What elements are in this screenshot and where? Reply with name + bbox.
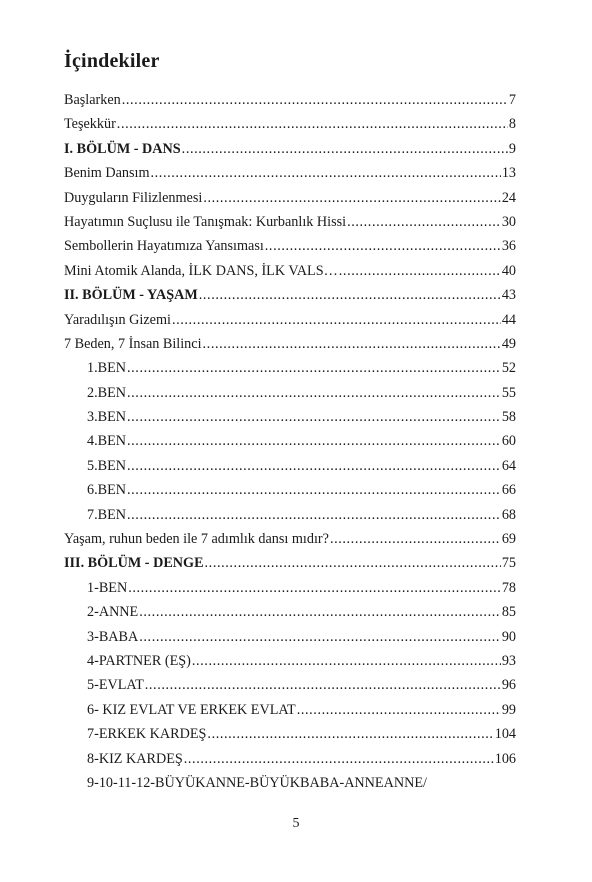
toc-subentry[interactable] bbox=[64, 629, 516, 653]
toc-leader-dots bbox=[151, 165, 501, 182]
toc-entry-label: Duyguların Filizlenmesi bbox=[64, 189, 203, 206]
toc-leader-dots bbox=[182, 141, 508, 158]
toc-entry-label: 4.BEN bbox=[87, 433, 127, 450]
toc-entry-label: Hayatımın Suçlusu ile Tanışmak: Kurbanlık Hissi bbox=[64, 213, 347, 230]
toc-leader-dots bbox=[347, 214, 501, 231]
toc-subentry[interactable] bbox=[64, 751, 516, 775]
toc-subentry[interactable] bbox=[64, 677, 516, 701]
toc-leader-dots bbox=[128, 580, 501, 597]
toc-entry[interactable] bbox=[64, 531, 516, 555]
toc-entry-page: 24 bbox=[501, 189, 516, 206]
toc-entry[interactable] bbox=[64, 263, 516, 287]
toc-entry-label: Sembollerin Hayatımıza Yansıması bbox=[64, 238, 264, 255]
toc-entry[interactable] bbox=[64, 214, 516, 238]
toc-subentry[interactable] bbox=[64, 385, 516, 409]
toc-entry-label: 6- KIZ EVLAT VE ERKEK EVLAT bbox=[87, 701, 296, 718]
toc-leader-dots bbox=[203, 336, 501, 353]
toc-entry-page: 68 bbox=[501, 506, 516, 523]
toc-subentry[interactable] bbox=[64, 360, 516, 384]
toc-subentry[interactable] bbox=[64, 409, 516, 433]
toc-entry-label: 1-BEN bbox=[87, 579, 128, 596]
toc-subentry[interactable] bbox=[64, 726, 516, 750]
toc-leader-dots bbox=[127, 360, 501, 377]
toc-entry-label: 8-KIZ KARDEŞ bbox=[87, 750, 183, 767]
toc-leader-dots bbox=[145, 677, 501, 694]
toc-entry[interactable] bbox=[64, 165, 516, 189]
toc-entry-page: 58 bbox=[501, 409, 516, 426]
toc-leader-dots bbox=[117, 116, 508, 133]
toc-entry-page: 75 bbox=[501, 555, 516, 572]
toc-entry-label: II. BÖLÜM - YAŞAM bbox=[64, 287, 198, 304]
toc-subentry[interactable] bbox=[64, 653, 516, 677]
toc-section-heading[interactable] bbox=[64, 555, 516, 579]
toc-entry-page: 60 bbox=[501, 433, 516, 450]
toc-leader-dots bbox=[127, 433, 501, 450]
toc-entry-page: 96 bbox=[501, 677, 516, 694]
toc-entry-page: 13 bbox=[501, 165, 516, 182]
toc-title: İçindekiler bbox=[64, 50, 160, 72]
toc-entry-page: 49 bbox=[501, 335, 516, 352]
toc-leader-dots bbox=[184, 751, 494, 768]
toc-leader-dots bbox=[297, 702, 501, 719]
toc-entry-page: 99 bbox=[501, 701, 516, 718]
toc-leader-dots bbox=[192, 653, 501, 670]
toc-section-heading[interactable] bbox=[64, 141, 516, 165]
toc-entry-label: 4-PARTNER (EŞ) bbox=[87, 652, 191, 669]
toc-subentry[interactable] bbox=[64, 482, 516, 506]
toc-entry-label: Teşekkür bbox=[64, 116, 116, 133]
toc-entry[interactable] bbox=[64, 92, 516, 116]
toc-entry-page: 69 bbox=[501, 531, 516, 548]
toc-entry-page: 106 bbox=[494, 750, 516, 767]
toc-entry-page: 90 bbox=[501, 628, 516, 645]
toc-entry[interactable] bbox=[64, 238, 516, 262]
page-number: 5 bbox=[292, 816, 300, 831]
toc-entry-page: 40 bbox=[501, 262, 516, 279]
toc-entry-label: Yaşam, ruhun beden ile 7 adımlık dansı mıdır? bbox=[64, 531, 329, 548]
toc-subentry[interactable] bbox=[64, 604, 516, 628]
toc-entry-label: 1.BEN bbox=[87, 360, 127, 377]
toc-leader-dots bbox=[199, 287, 501, 304]
toc-entry-page: 78 bbox=[501, 579, 516, 596]
toc-leader-dots bbox=[122, 92, 508, 109]
toc-entry-page: 64 bbox=[501, 457, 516, 474]
toc-entry[interactable] bbox=[64, 312, 516, 336]
toc-entry-label: 3-BABA bbox=[87, 628, 139, 645]
toc-entry-page: 104 bbox=[494, 726, 516, 743]
toc-entry[interactable] bbox=[64, 336, 516, 360]
toc-entry-label: 3.BEN bbox=[87, 409, 127, 426]
toc-entry-label: 7.BEN bbox=[87, 506, 127, 523]
toc-entry-page: 44 bbox=[501, 311, 516, 328]
toc-entry-label: Benim Dansım bbox=[64, 165, 150, 182]
toc-entry-page: 43 bbox=[501, 287, 516, 304]
toc-subentry[interactable] bbox=[64, 580, 516, 604]
toc-entry-page: 36 bbox=[501, 238, 516, 255]
toc-entry-page: 55 bbox=[501, 384, 516, 401]
toc-leader-dots bbox=[127, 385, 501, 402]
toc-entry-label: III. BÖLÜM - DENGE bbox=[64, 555, 204, 572]
toc-leader-dots bbox=[139, 604, 501, 621]
toc-subentry[interactable] bbox=[64, 458, 516, 482]
toc-entry-label: I. BÖLÜM - DANS bbox=[64, 140, 181, 157]
toc-entry-label: 2.BEN bbox=[87, 384, 127, 401]
toc-entry-label: Mini Atomik Alanda, İLK DANS, İLK VALS… bbox=[64, 262, 338, 279]
toc-leader-dots bbox=[330, 531, 501, 548]
table-of-contents bbox=[64, 92, 516, 799]
toc-leader-dots bbox=[203, 190, 501, 207]
toc-subentry[interactable] bbox=[64, 507, 516, 531]
toc-entry-label: 2-ANNE bbox=[87, 604, 139, 621]
toc-leader-dots bbox=[127, 507, 501, 524]
toc-leader-dots bbox=[127, 482, 501, 499]
toc-leader-dots bbox=[172, 312, 501, 329]
toc-entry-page: 30 bbox=[501, 213, 516, 230]
toc-subentry[interactable] bbox=[64, 775, 516, 799]
toc-entry-label: 5-EVLAT bbox=[87, 677, 144, 694]
toc-entry-label: Başlarken bbox=[64, 92, 121, 108]
toc-entry-page: 7 bbox=[508, 92, 516, 108]
toc-leader-dots bbox=[127, 409, 501, 426]
toc-entry-label: 6.BEN bbox=[87, 482, 127, 499]
toc-entry-page: 9 bbox=[508, 140, 516, 157]
toc-entry-label: 7-ERKEK KARDEŞ bbox=[87, 726, 207, 743]
toc-leader-dots bbox=[139, 629, 501, 646]
toc-entry-page: 52 bbox=[501, 360, 516, 377]
toc-entry-label: 5.BEN bbox=[87, 457, 127, 474]
toc-entry-page: 8 bbox=[508, 116, 516, 133]
toc-entry[interactable] bbox=[64, 190, 516, 214]
toc-entry-label: 7 Beden, 7 İnsan Bilinci bbox=[64, 335, 202, 352]
toc-subentry[interactable] bbox=[64, 702, 516, 726]
toc-leader-dots bbox=[207, 726, 493, 743]
toc-entry[interactable] bbox=[64, 116, 516, 140]
toc-subentry[interactable] bbox=[64, 433, 516, 457]
toc-entry-page: 85 bbox=[501, 604, 516, 621]
toc-leader-dots bbox=[265, 238, 501, 255]
toc-entry-page: 93 bbox=[501, 652, 516, 669]
toc-section-heading[interactable] bbox=[64, 287, 516, 311]
toc-leader-dots bbox=[339, 263, 501, 280]
toc-entry-label: Yaradılışın Gizemi bbox=[64, 311, 171, 328]
toc-entry-label: 9-10-11-12-BÜYÜKANNE-BÜYÜKBABA-ANNEANNE/ bbox=[87, 774, 427, 791]
toc-entry-page: 66 bbox=[501, 482, 516, 499]
toc-leader-dots bbox=[205, 555, 501, 572]
toc-leader-dots bbox=[127, 458, 501, 475]
